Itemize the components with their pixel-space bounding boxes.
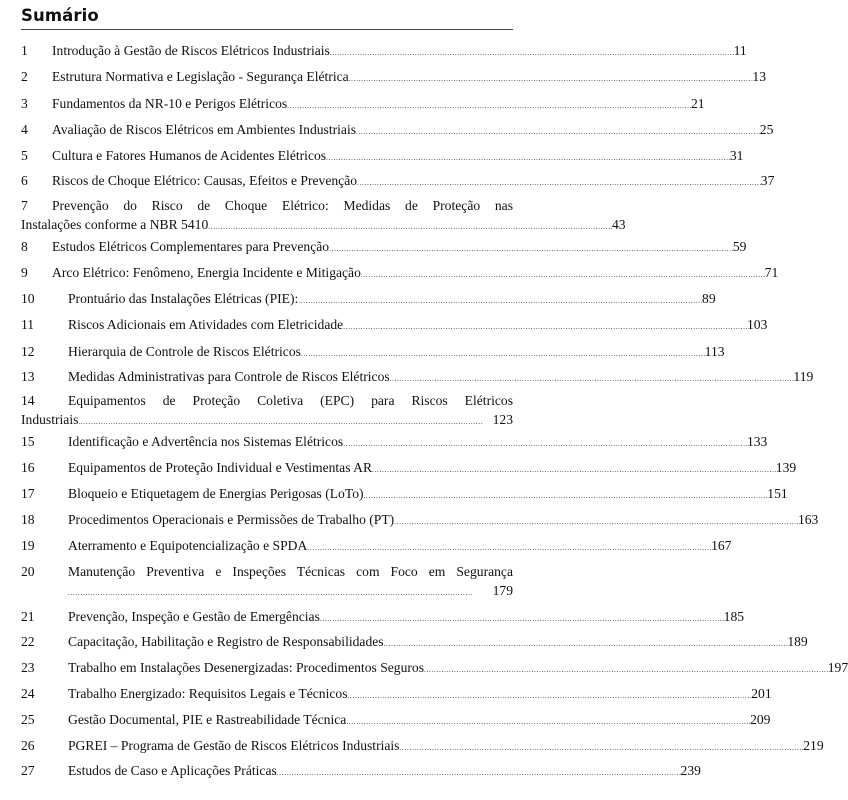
title-rule: [21, 29, 513, 30]
entry-title: Estudos Elétricos Complementares para Prevenção: [52, 239, 330, 254]
toc-entry[interactable]: [21, 633, 808, 650]
entry-title: Gestão Documental, PIE e Rastreabilidade Técnica: [68, 712, 347, 727]
page-number: 103: [746, 317, 768, 332]
entry-number: 23: [21, 660, 35, 675]
page-number: 239: [680, 763, 701, 778]
toc-entry[interactable]: [21, 511, 819, 528]
entry-row: [68, 537, 732, 557]
toc-entry[interactable]: [21, 121, 774, 138]
dot-leader: [78, 411, 492, 431]
dot-leader: [307, 537, 711, 557]
entry-number: 10: [21, 291, 35, 306]
entry-row: [68, 485, 788, 505]
page-number: 197: [827, 660, 848, 675]
dot-leader: [399, 737, 803, 757]
page-number: 89: [702, 291, 716, 306]
page-number: 43: [612, 217, 626, 232]
entry-title: Arco Elétrico: Fenômeno, Energia Incidente e Mitigação: [52, 265, 361, 280]
entry-row: [68, 433, 768, 453]
toc-entry[interactable]: [21, 537, 732, 554]
page-number: 219: [803, 738, 824, 753]
toc-entry[interactable]: [21, 68, 767, 85]
entry-number: 20: [21, 564, 35, 579]
entry-title-line2: Instalações conforme a NBR 5410: [21, 217, 209, 232]
entry-number: 11: [21, 317, 35, 332]
page-number: 167: [711, 538, 732, 553]
dot-leader: [330, 42, 734, 62]
dot-leader: [343, 316, 747, 336]
entry-row: [52, 147, 744, 167]
entry-title-line2-row: [21, 411, 513, 431]
entry-number: 3: [21, 96, 28, 111]
toc-entry[interactable]: [21, 95, 705, 112]
entry-title: Hierarquia de Controle de Riscos Elétricos: [68, 344, 301, 359]
dot-leader: [326, 147, 730, 167]
entry-row: [68, 368, 814, 388]
entry-title: Avaliação de Riscos Elétricos em Ambientes Industriais: [52, 122, 357, 137]
entry-title: Estudos de Caso e Aplicações Práticas: [68, 763, 277, 778]
toc-entry[interactable]: [21, 316, 768, 333]
page-number: 113: [704, 344, 725, 359]
entry-number: 12: [21, 344, 35, 359]
dot-leader: [364, 485, 768, 505]
entry-number: 16: [21, 460, 35, 475]
toc-entry[interactable]: [21, 290, 716, 307]
toc-entry[interactable]: [21, 737, 824, 754]
entry-number: 2: [21, 69, 28, 84]
page-number: 201: [751, 686, 772, 701]
entry-number: 9: [21, 265, 28, 280]
entry-number: 24: [21, 686, 35, 701]
entry-title: Bloqueio e Etiquetagem de Energias Perigosas (LoTo): [68, 486, 364, 501]
dot-leader: [357, 172, 761, 192]
entry-title-line1: Manutenção Preventiva e Inspeções Técnicas com Foco em Segurança: [68, 564, 513, 579]
page-number: 21: [690, 96, 705, 111]
dot-leader: [208, 216, 612, 236]
dot-leader: [361, 264, 765, 284]
entry-number: 13: [21, 369, 35, 384]
entry-row: [52, 121, 774, 141]
entry-number: 19: [21, 538, 35, 553]
entry-number: 6: [21, 173, 28, 188]
dot-leader: [394, 511, 798, 531]
page-number: 185: [723, 609, 745, 624]
entry-title: Trabalho Energizado: Requisitos Legais e Técnicos: [68, 686, 348, 701]
entry-title: Medidas Administrativas para Controle de Riscos Elétricos: [68, 369, 390, 384]
dot-leader: [384, 633, 788, 653]
toc-entry[interactable]: [21, 433, 768, 450]
dot-leader: [301, 343, 705, 363]
entry-row: [68, 711, 771, 731]
entry-title: Estrutura Normativa e Legislação - Segurança Elétrica: [52, 69, 349, 84]
entry-title-line2-row: [68, 582, 513, 602]
entry-number: 4: [21, 122, 28, 137]
toc-entry[interactable]: [21, 343, 725, 360]
toc-entry[interactable]: [21, 368, 814, 385]
entry-number: 22: [21, 634, 35, 649]
entry-title: Procedimentos Operacionais e Permissões de Trabalho (PT): [68, 512, 395, 527]
entry-title: Equipamentos de Proteção Individual e Vestimentas AR: [68, 460, 373, 475]
dot-leader: [346, 711, 750, 731]
entry-row: [52, 172, 775, 192]
toc-entry[interactable]: [21, 172, 775, 189]
entry-number: 27: [21, 763, 35, 778]
entry-row: [52, 95, 705, 115]
entry-title: Introdução à Gestão de Riscos Elétricos Industriais: [52, 43, 330, 58]
dot-leader: [348, 685, 752, 705]
entry-row: [52, 238, 747, 258]
entry-row: [52, 42, 747, 62]
toc-title: Sumário: [21, 6, 99, 25]
entry-title-line2: Industriais: [21, 412, 79, 427]
toc-entry[interactable]: [21, 42, 747, 59]
page-number: 71: [764, 265, 779, 280]
toc-entry[interactable]: [21, 459, 797, 476]
entry-title: Cultura e Fatores Humanos de Acidentes Elétricos: [52, 148, 327, 163]
page-number: 123: [492, 412, 513, 427]
entry-number: 14: [21, 393, 35, 408]
page-number: 119: [793, 369, 814, 384]
page-number: 163: [797, 512, 819, 527]
entry-number: 17: [21, 486, 35, 501]
dot-leader: [287, 95, 691, 115]
toc-entry[interactable]: [21, 238, 747, 255]
entry-title: Aterramento e Equipotencialização e SPDA: [68, 538, 308, 553]
entry-number: 26: [21, 738, 35, 753]
page-number: 139: [775, 460, 797, 475]
entry-row: [68, 659, 848, 679]
entry-number: 7: [21, 198, 28, 213]
entry-row: [52, 264, 779, 284]
entry-title: Riscos Adicionais em Atividades com Eletricidade: [68, 317, 344, 332]
entry-row: [68, 511, 819, 531]
toc-entry[interactable]: [21, 392, 513, 428]
entry-row: [68, 343, 725, 363]
dot-leader: [390, 368, 794, 388]
toc-entry[interactable]: [21, 608, 745, 625]
dot-leader: [356, 121, 760, 141]
page-number: 11: [733, 43, 747, 58]
toc-entry[interactable]: [21, 197, 626, 233]
toc-entry[interactable]: [21, 711, 771, 728]
page-number: 13: [752, 69, 767, 84]
dot-leader: [343, 433, 747, 453]
dot-leader: [320, 608, 724, 628]
entry-row: [68, 290, 716, 310]
page-number: 209: [750, 712, 771, 727]
page-number: 31: [729, 148, 744, 163]
toc-entry[interactable]: [21, 563, 513, 599]
entry-number: 21: [21, 609, 35, 624]
dot-leader: [349, 68, 753, 88]
entry-title: Riscos de Choque Elétrico: Causas, Efeitos e Prevenção: [52, 173, 358, 188]
dot-leader: [277, 762, 681, 782]
entry-row: [68, 459, 797, 479]
entry-title: Fundamentos da NR-10 e Perigos Elétricos: [52, 96, 288, 111]
toc-entry[interactable]: [21, 264, 779, 281]
entry-number: 18: [21, 512, 35, 527]
toc-entry[interactable]: [21, 762, 701, 779]
page-number: 189: [787, 634, 808, 649]
entry-title: Trabalho em Instalações Desenergizadas: Procedimentos Seguros: [68, 660, 424, 675]
entry-number: 8: [21, 239, 28, 254]
page-number: 179: [492, 583, 513, 598]
dot-leader: [424, 659, 828, 679]
entry-title-line1: Prevenção do Risco de Choque Elétrico: Medidas de Proteção nas: [52, 198, 513, 213]
dot-leader: [298, 290, 702, 310]
entry-row: [68, 737, 824, 757]
entry-title-line1: Equipamentos de Proteção Coletiva (EPC) para Riscos Elétricos: [68, 393, 513, 408]
entry-title: Prevenção, Inspeção e Gestão de Emergências: [68, 609, 320, 624]
page-number: 59: [732, 239, 747, 254]
dot-leader: [372, 459, 776, 479]
entry-row: [68, 685, 772, 705]
toc-entry[interactable]: [21, 485, 788, 502]
entry-title: Capacitação, Habilitação e Registro de Responsabilidades: [68, 634, 384, 649]
entry-title: Prontuário das Instalações Elétricas (PIE):: [68, 291, 299, 306]
entry-row: [68, 633, 808, 653]
page-number: 133: [746, 434, 768, 449]
entry-title: PGREI – Programa de Gestão de Riscos Elétricos Industriais: [68, 738, 400, 753]
entry-number: 5: [21, 148, 28, 163]
entry-row: [68, 608, 745, 628]
entry-row: [52, 68, 767, 88]
entry-number: 15: [21, 434, 35, 449]
toc-entry[interactable]: [21, 147, 744, 164]
entry-number: 1: [21, 43, 28, 58]
entry-number: 25: [21, 712, 35, 727]
entry-row: [68, 316, 768, 336]
toc-entry[interactable]: [21, 659, 848, 676]
page-number: 37: [760, 173, 775, 188]
entry-row: [68, 762, 701, 782]
toc-entry[interactable]: [21, 685, 772, 702]
dot-leader: [329, 238, 733, 258]
page-number: 25: [759, 122, 774, 137]
entry-title-line2-row: [21, 216, 626, 236]
page-number: 151: [767, 486, 788, 501]
entry-title: Identificação e Advertência nos Sistemas Elétricos: [68, 434, 344, 449]
dot-leader: [68, 582, 493, 602]
